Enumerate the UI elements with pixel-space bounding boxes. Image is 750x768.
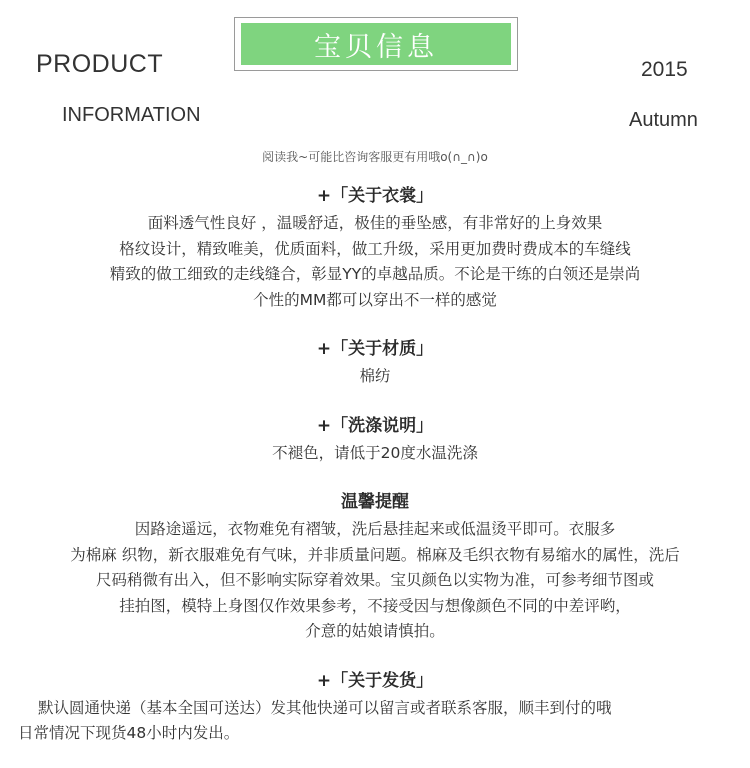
section-clothing	[0, 181, 750, 313]
section-heading: +「洗涤说明」	[316, 415, 434, 436]
banner-title: 宝贝信息	[241, 23, 511, 65]
information-label: INFORMATION	[62, 104, 201, 126]
season-label: Autumn	[629, 109, 698, 131]
section-line: 介意的姑娘请慎拍。	[305, 622, 445, 640]
title-banner	[234, 17, 518, 71]
section-line: 挂拍图，模特上身图仅作效果参考，不接受因与想像颜色不同的中差评哟，	[119, 596, 631, 615]
section-line: 尺码稍微有出入，但不影响实际穿着效果。宝贝颜色以实物为准，可参考细节图或	[95, 571, 654, 589]
section-line: 棉纺	[359, 367, 391, 385]
section-reminder	[0, 487, 750, 645]
section-line: 精致的做工细致的走线缝合，彰显YY的卓越品质。不论是干练的白领还是崇尚	[109, 265, 641, 283]
product-label: PRODUCT	[36, 50, 164, 78]
section-heading: +「关于材质」	[316, 339, 434, 359]
section-line: 面料透气性良好 ，温暖舒适，极佳的垂坠感，有非常好的上身效果	[147, 214, 603, 232]
section-line: 格纹设计，精致唯美，优质面料，做工升级，采用更加费时费成本的车缝线	[119, 239, 631, 258]
section-shipping	[0, 666, 750, 747]
section-washing	[0, 411, 750, 467]
section-line: 不褪色，请低于20度水温洗涤	[272, 443, 478, 462]
section-line: 为棉麻 织物，新衣服难免有气味，并非质量问题。棉麻及毛织衣物有易缩水的属性，洗后	[70, 545, 680, 564]
section-material	[0, 334, 750, 390]
reading-tip: 阅读我~可能比咨询客服更有用哦o(∩_∩)o	[262, 150, 488, 164]
section-line: 日常情况下现货48小时内发出。	[18, 724, 240, 742]
section-heading: +「关于衣裳」	[316, 186, 434, 206]
section-heading: +「关于发货」	[316, 670, 434, 691]
section-heading: 温馨提醒	[341, 492, 409, 512]
section-line: 个性的MM都可以穿出不一样的感觉	[253, 290, 497, 309]
year-label: 2015	[641, 58, 688, 81]
info-content	[0, 181, 750, 768]
section-line: 默认圆通快递（基本全国可送达）发其他快递可以留言或者联系客服，顺丰到付的哦	[38, 698, 612, 717]
section-line: 因路途遥远，衣物难免有褶皱，洗后悬挂起来或低温烫平即可。衣服多	[134, 520, 616, 538]
